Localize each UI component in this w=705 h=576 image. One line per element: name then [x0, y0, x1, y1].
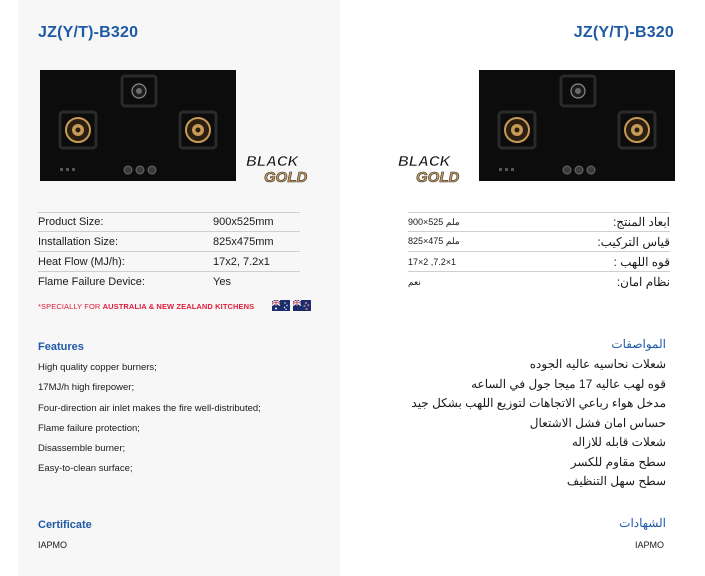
black-gold-logo [394, 150, 474, 186]
certificate-heading: Certificate [38, 519, 92, 531]
svg-text:GOLD: GOLD [416, 169, 460, 186]
spec-value: 17x2, 7.2x1 [213, 255, 270, 268]
feature-item: سطح سهل التنظيف [566, 474, 666, 488]
hob-image [40, 70, 236, 181]
features-heading: المواصفات [611, 337, 666, 351]
market-note-main: AUSTRALIA & NEW ZEALAND KITCHENS [102, 302, 255, 311]
feature-item: حساس امان فشل الاشتعال [529, 415, 666, 430]
feature-item: قوه لهب عاليه 17 ميجا جول في الساعه [471, 376, 666, 391]
feature-item: Four-direction air inlet makes the fire well-distributed; [38, 402, 261, 414]
feature-item: 17MJ/h high firepower; [38, 382, 135, 394]
spec-label: Flame Failure Device: [38, 276, 145, 288]
new-zealand-flag-icon [293, 300, 311, 311]
spec-value: 900x525mm [213, 216, 274, 228]
spec-row [408, 252, 670, 272]
spec-value: 17×2 ,7.2×1 [408, 256, 457, 267]
arabic-panel [358, 0, 688, 576]
certificate-heading: الشهادات [619, 516, 666, 530]
english-panel [18, 0, 340, 576]
australia-flag-icon [272, 300, 290, 311]
feature-item: Disassemble burner; [38, 443, 126, 455]
spec-label: Heat Flow (MJ/h): [38, 255, 125, 268]
svg-text:BLACK: BLACK [398, 153, 451, 170]
spec-table [38, 212, 300, 292]
certificate-value: IAPMO [38, 540, 68, 550]
spec-row [408, 212, 670, 232]
features-list [38, 362, 261, 484]
hob-illustration [40, 70, 236, 181]
spec-row [38, 232, 300, 252]
spec-value: Yes [213, 276, 231, 288]
spec-row [38, 272, 300, 292]
spec-value: نعم [408, 276, 421, 287]
spec-row [408, 232, 670, 252]
market-note-prefix: *SPECIALLY FOR [38, 302, 103, 311]
feature-item: مدخل هواء رباعي الاتجاهات لتوزيع اللهب بشكل جيد [411, 396, 666, 410]
model-title: JZ(Y/T)-B320 [573, 24, 674, 41]
features-heading: Features [38, 341, 84, 353]
flags [272, 300, 311, 311]
spec-label: Installation Size: [38, 235, 119, 248]
spec-row [38, 212, 300, 232]
feature-item: Easy-to-clean surface; [38, 463, 133, 475]
features-list [411, 357, 666, 494]
spec-row [38, 252, 300, 272]
feature-item: High quality copper burners; [38, 362, 157, 373]
hob-image [479, 70, 675, 181]
certificate-value: IAPMO [634, 540, 664, 550]
spec-label: قوه اللهب : [613, 254, 670, 269]
black-gold-logo [242, 150, 322, 186]
feature-item: سطح مقاوم للكسر [570, 454, 666, 469]
svg-text:BLACK: BLACK [246, 153, 299, 170]
spec-label: نظام امان: [616, 275, 670, 289]
feature-item: شعلات قابله للازاله [571, 435, 666, 449]
feature-item: شعلات نحاسيه عاليه الجوده [529, 357, 666, 371]
model-title: JZ(Y/T)-B320 [38, 24, 139, 41]
spec-label: قياس التركيب: [597, 234, 670, 249]
spec-value: ملم 525×900 [408, 216, 460, 227]
feature-item: Flame failure protection; [38, 422, 140, 434]
spec-table [408, 212, 670, 292]
svg-text:GOLD: GOLD [264, 169, 308, 186]
market-note [38, 302, 254, 311]
spec-label: ابعاد المنتج: [612, 215, 670, 229]
spec-row [408, 272, 670, 292]
spec-label: Product Size: [38, 216, 104, 228]
hob-illustration [479, 70, 675, 181]
spec-value: ملم 475×825 [408, 236, 460, 246]
spec-value: 825x475mm [213, 235, 274, 248]
